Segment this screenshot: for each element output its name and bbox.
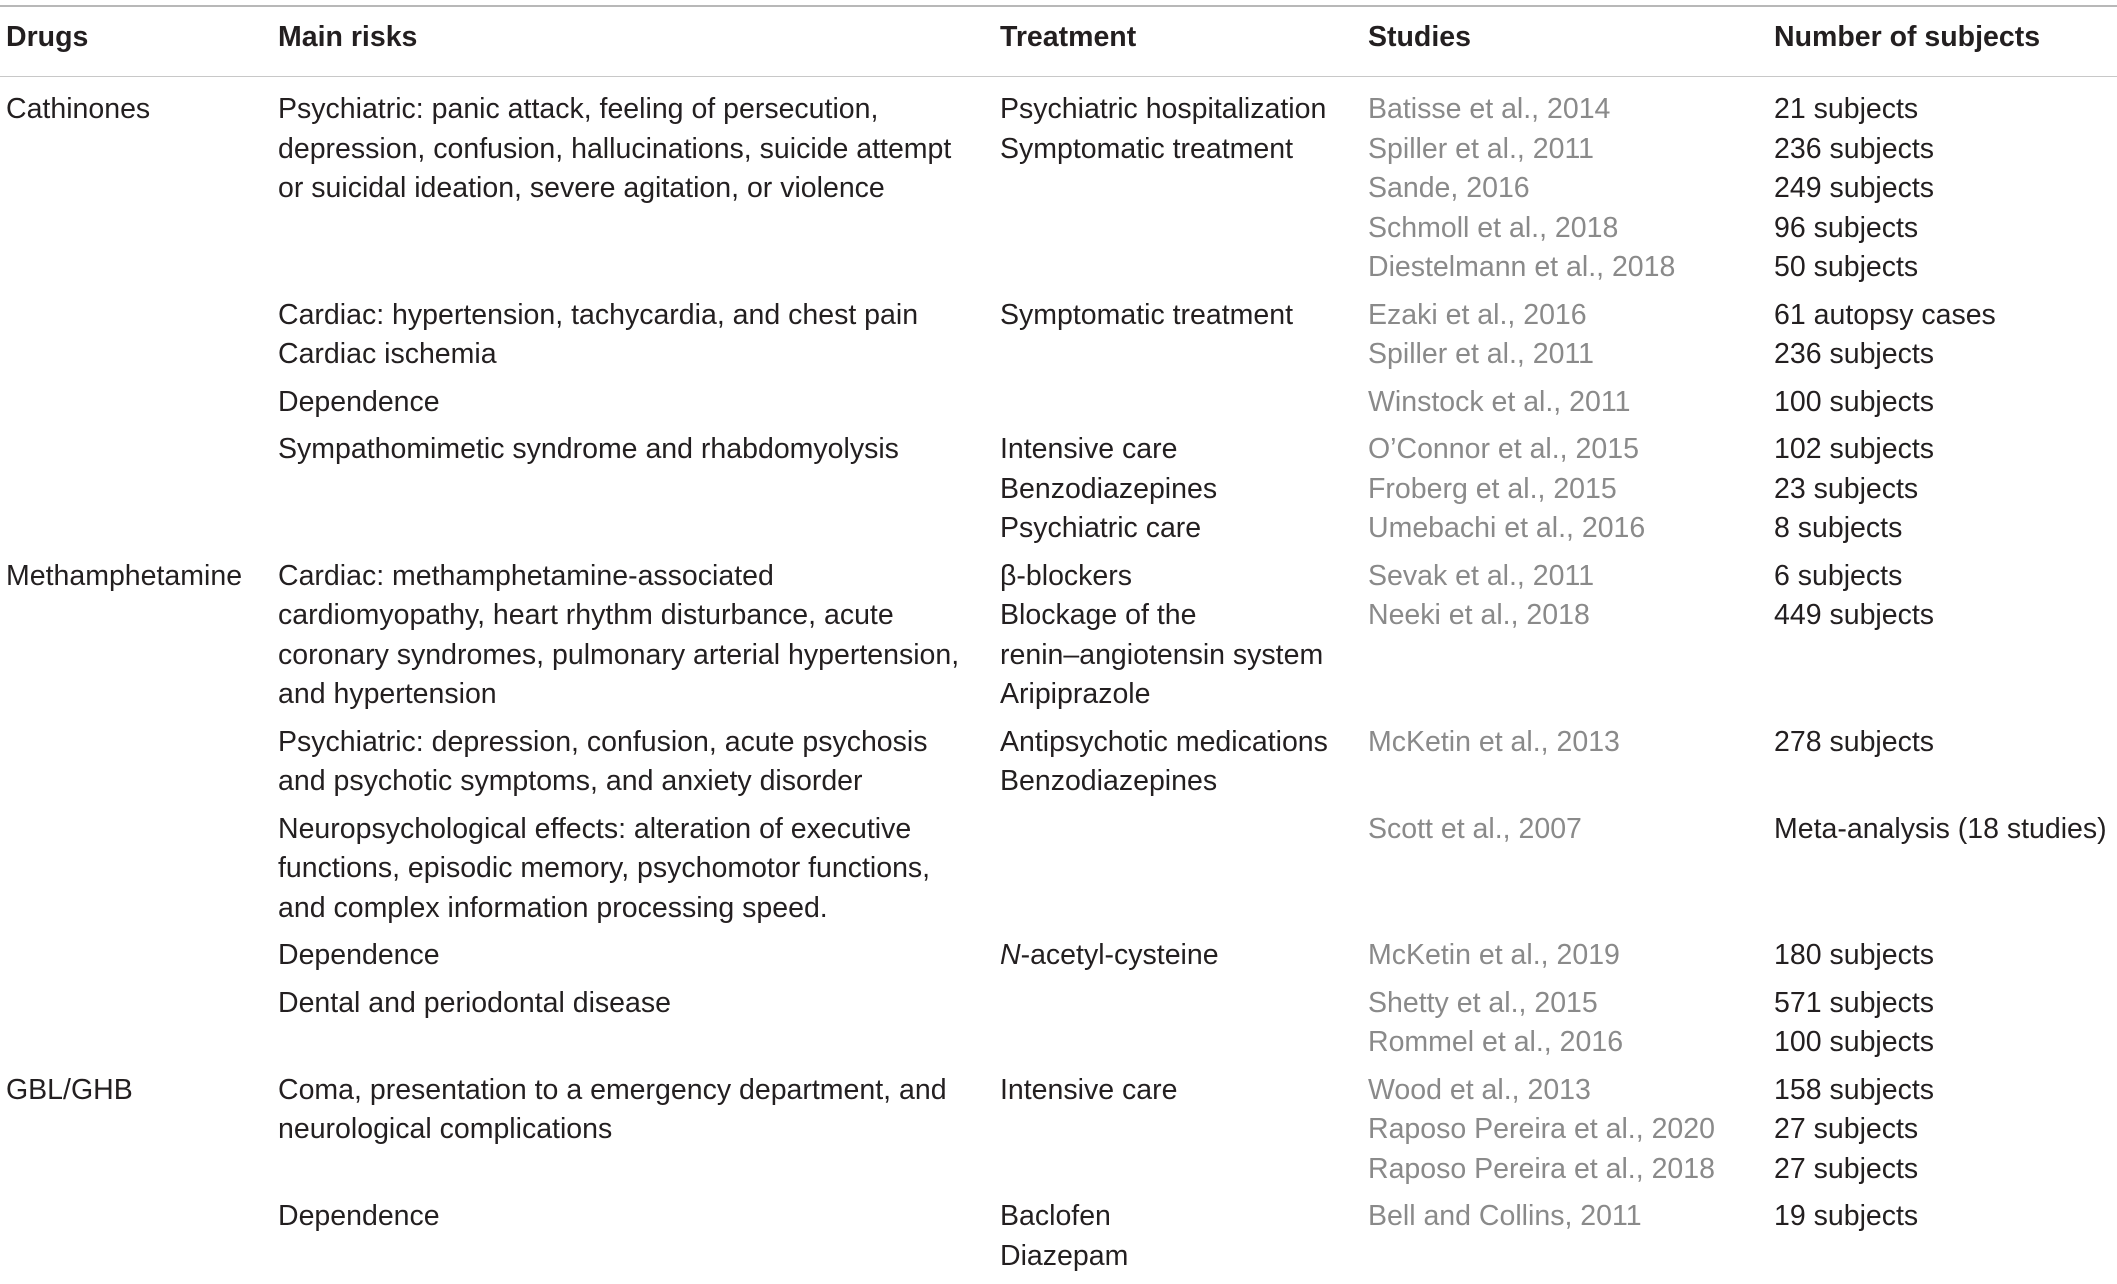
study-citation: Bell and Collins, 2011: [1368, 1200, 1642, 1232]
risk-text: Psychiatric: depression, confusion, acute psychosis: [278, 725, 928, 758]
treatment-text: Intensive care: [1000, 433, 1178, 465]
studies-cell: [1362, 1071, 1768, 1198]
subject-count: 27 subjects: [1774, 1113, 1919, 1145]
risk-text: coronary syndromes, pulmonary arterial hypertension,: [278, 638, 960, 671]
table-top-rule: [0, 5, 2117, 7]
studies-cell: [1362, 383, 1768, 431]
study-citation: Froberg et al., 2015: [1368, 472, 1617, 505]
header-drugs: Drugs: [6, 21, 89, 53]
risk-text: Dental and periodontal disease: [278, 986, 671, 1019]
subject-count: 23 subjects: [1774, 472, 1919, 505]
risk-text: cardiomyopathy, heart rhythm disturbance, acute: [278, 599, 894, 631]
risk-cell: [272, 1197, 994, 1284]
study-citation: McKetin et al., 2019: [1368, 939, 1620, 971]
study-citation: Neeki et al., 2018: [1368, 599, 1590, 631]
treatment-cell: [994, 984, 1362, 1071]
treatment-text: β-blockers: [1000, 559, 1133, 592]
study-citation: Spiller et al., 2011: [1368, 338, 1595, 370]
table-row: [0, 383, 2117, 431]
treatment-text: renin–angiotensin system: [1000, 638, 1324, 671]
study-citation: Shetty et al., 2015: [1368, 986, 1598, 1019]
subject-count: 180 subjects: [1774, 939, 1935, 971]
table-row: [0, 723, 2117, 810]
study-citation: Umebachi et al., 2016: [1368, 512, 1646, 544]
treatment-cell: [994, 430, 1362, 557]
subject-count: 8 subjects: [1774, 512, 1903, 544]
treatment-text: Intensive care: [1000, 1073, 1178, 1106]
risk-cell: [272, 296, 994, 383]
table-row: [0, 936, 2117, 984]
risk-cell: [272, 984, 994, 1071]
subject-count: Meta-analysis (18 studies): [1774, 812, 2107, 845]
treatment-text: Psychiatric care: [1000, 512, 1202, 544]
study-citation: Diestelmann et al., 2018: [1368, 251, 1676, 283]
studies-cell: [1362, 1197, 1768, 1284]
subject-count: 571 subjects: [1774, 986, 1935, 1019]
subject-count: 61 autopsy cases: [1774, 298, 1996, 331]
study-citation: Batisse et al., 2014: [1368, 93, 1611, 125]
table-row: [0, 296, 2117, 383]
studies-cell: [1362, 936, 1768, 984]
treatment-text: Antipsychotic medications: [1000, 725, 1328, 758]
risk-text: neurological complications: [278, 1113, 613, 1145]
study-citation: Rommel et al., 2016: [1368, 1026, 1624, 1058]
subjects-cell: [1768, 383, 2117, 431]
subject-count: 27 subjects: [1774, 1152, 1919, 1185]
treatment-text: Diazepam: [1000, 1239, 1129, 1272]
risk-text: Neuropsychological effects: alteration of executive: [278, 812, 912, 845]
study-citation: Winstock et al., 2011: [1368, 385, 1631, 418]
risk-text: depression, confusion, hallucinations, suicide attempt: [278, 132, 952, 165]
drug-cell: [0, 936, 272, 984]
studies-cell: [1362, 76, 1768, 296]
treatment-text: Benzodiazepines: [1000, 472, 1218, 505]
drug-name: GBL/GHB: [6, 1073, 133, 1106]
drug-name: Methamphetamine: [6, 559, 243, 592]
treatment-cell: [994, 296, 1362, 383]
treatment-text: Psychiatric hospitalization: [1000, 93, 1327, 125]
subjects-cell: [1768, 723, 2117, 810]
risk-cell: [272, 1071, 994, 1198]
treatment-text: [1000, 936, 1362, 976]
drug-cell: [0, 723, 272, 810]
treatment-cell: [994, 936, 1362, 984]
risk-text: Cardiac: methamphetamine-associated: [278, 559, 774, 592]
study-citation: Sevak et al., 2011: [1368, 559, 1595, 592]
subject-count: 96 subjects: [1774, 211, 1919, 244]
subject-count: 278 subjects: [1774, 725, 1935, 758]
study-citation: McKetin et al., 2013: [1368, 725, 1620, 758]
treatment-text: Baclofen: [1000, 1200, 1111, 1232]
treatment-text: Blockage of the: [1000, 599, 1197, 631]
treatment-text: Benzodiazepines: [1000, 765, 1218, 797]
risk-cell: [272, 383, 994, 431]
subject-count: 102 subjects: [1774, 433, 1935, 465]
risk-text: or suicidal ideation, severe agitation, or violence: [278, 172, 885, 204]
study-citation: Spiller et al., 2011: [1368, 132, 1595, 165]
header-main-risks: Main risks: [278, 21, 418, 53]
table-row: [0, 1071, 2117, 1198]
drug-cell: [0, 557, 272, 723]
drug-cell: [0, 810, 272, 937]
subjects-cell: [1768, 296, 2117, 383]
treatment-text: Symptomatic treatment: [1000, 132, 1294, 165]
treatment-cell: [994, 1197, 1362, 1284]
treatment-text: Aripiprazole: [1000, 678, 1151, 710]
treatment-italic-prefix: N: [1000, 939, 1021, 971]
risk-cell: [272, 723, 994, 810]
risk-text: and complex information processing speed.: [278, 891, 828, 924]
subject-count: 158 subjects: [1774, 1073, 1935, 1106]
study-citation: O’Connor et al., 2015: [1368, 433, 1639, 465]
subject-count: 6 subjects: [1774, 559, 1903, 592]
subjects-cell: [1768, 430, 2117, 557]
risk-text: Psychiatric: panic attack, feeling of persecution,: [278, 93, 879, 125]
risk-text: Dependence: [278, 939, 440, 971]
risk-cell: [272, 557, 994, 723]
drug-cell: [0, 1071, 272, 1198]
subjects-cell: [1768, 76, 2117, 296]
subject-count: 100 subjects: [1774, 1026, 1935, 1058]
drug-cell: [0, 383, 272, 431]
drug-cell: [0, 1197, 272, 1284]
risk-text: Dependence: [278, 1200, 440, 1232]
risk-text: Dependence: [278, 385, 440, 418]
subject-count: 249 subjects: [1774, 172, 1935, 204]
study-citation: Scott et al., 2007: [1368, 812, 1582, 845]
subjects-cell: [1768, 984, 2117, 1071]
table-row: [0, 810, 2117, 937]
risk-cell: [272, 430, 994, 557]
risk-text: Sympathomimetic syndrome and rhabdomyolysis: [278, 433, 899, 465]
table-row: [0, 1197, 2117, 1284]
treatment-text: Symptomatic treatment: [1000, 298, 1294, 331]
risk-text: Cardiac ischemia: [278, 338, 497, 370]
treatment-cell: [994, 557, 1362, 723]
studies-cell: [1362, 296, 1768, 383]
table-body: [0, 76, 2117, 1284]
study-citation: Ezaki et al., 2016: [1368, 298, 1587, 331]
subjects-cell: [1768, 557, 2117, 723]
subject-count: 236 subjects: [1774, 338, 1935, 370]
header-number-of-subjects: Number of subjects: [1774, 21, 2041, 53]
treatment-cell: [994, 383, 1362, 431]
table-row: [0, 76, 2117, 296]
drug-cell: [0, 984, 272, 1071]
treatment-cell: [994, 723, 1362, 810]
subjects-cell: [1768, 810, 2117, 937]
risk-cell: [272, 810, 994, 937]
subject-count: 449 subjects: [1774, 599, 1935, 631]
study-citation: Schmoll et al., 2018: [1368, 211, 1619, 244]
study-citation: Raposo Pereira et al., 2018: [1368, 1152, 1715, 1185]
study-citation: Sande, 2016: [1368, 172, 1530, 204]
table-row: [0, 557, 2117, 723]
treatment-cell: [994, 1071, 1362, 1198]
studies-cell: [1362, 984, 1768, 1071]
studies-cell: [1362, 723, 1768, 810]
table-row: [0, 430, 2117, 557]
header-treatment: Treatment: [1000, 21, 1137, 53]
subjects-cell: [1768, 936, 2117, 984]
study-citation: Raposo Pereira et al., 2020: [1368, 1113, 1715, 1145]
header-studies: Studies: [1368, 21, 1471, 53]
risk-cell: [272, 76, 994, 296]
treatment-rest: -acetyl-cysteine: [1020, 939, 1219, 971]
risk-text: and hypertension: [278, 678, 497, 710]
drug-cell: [0, 76, 272, 296]
studies-cell: [1362, 430, 1768, 557]
risk-text: functions, episodic memory, psychomotor functions,: [278, 852, 931, 884]
subject-count: 50 subjects: [1774, 251, 1919, 283]
study-citation: Wood et al., 2013: [1368, 1073, 1591, 1106]
subjects-cell: [1768, 1197, 2117, 1284]
subjects-cell: [1768, 1071, 2117, 1198]
table-row: [0, 984, 2117, 1071]
subject-count: 21 subjects: [1774, 93, 1919, 125]
risk-text: Coma, presentation to a emergency department, and: [278, 1073, 947, 1106]
risk-text: Cardiac: hypertension, tachycardia, and chest pain: [278, 298, 919, 331]
treatment-cell: [994, 76, 1362, 296]
studies-cell: [1362, 557, 1768, 723]
risk-text: and psychotic symptoms, and anxiety disorder: [278, 765, 863, 797]
treatment-cell: [994, 810, 1362, 937]
drug-cell: [0, 296, 272, 383]
drug-risks-table: [0, 12, 2117, 1284]
risk-cell: [272, 936, 994, 984]
drug-cell: [0, 430, 272, 557]
studies-cell: [1362, 810, 1768, 937]
subject-count: 100 subjects: [1774, 385, 1935, 418]
subject-count: 236 subjects: [1774, 132, 1935, 165]
drug-name: Cathinones: [6, 93, 151, 125]
table-header-row: [0, 12, 2117, 76]
subject-count: 19 subjects: [1774, 1200, 1919, 1232]
